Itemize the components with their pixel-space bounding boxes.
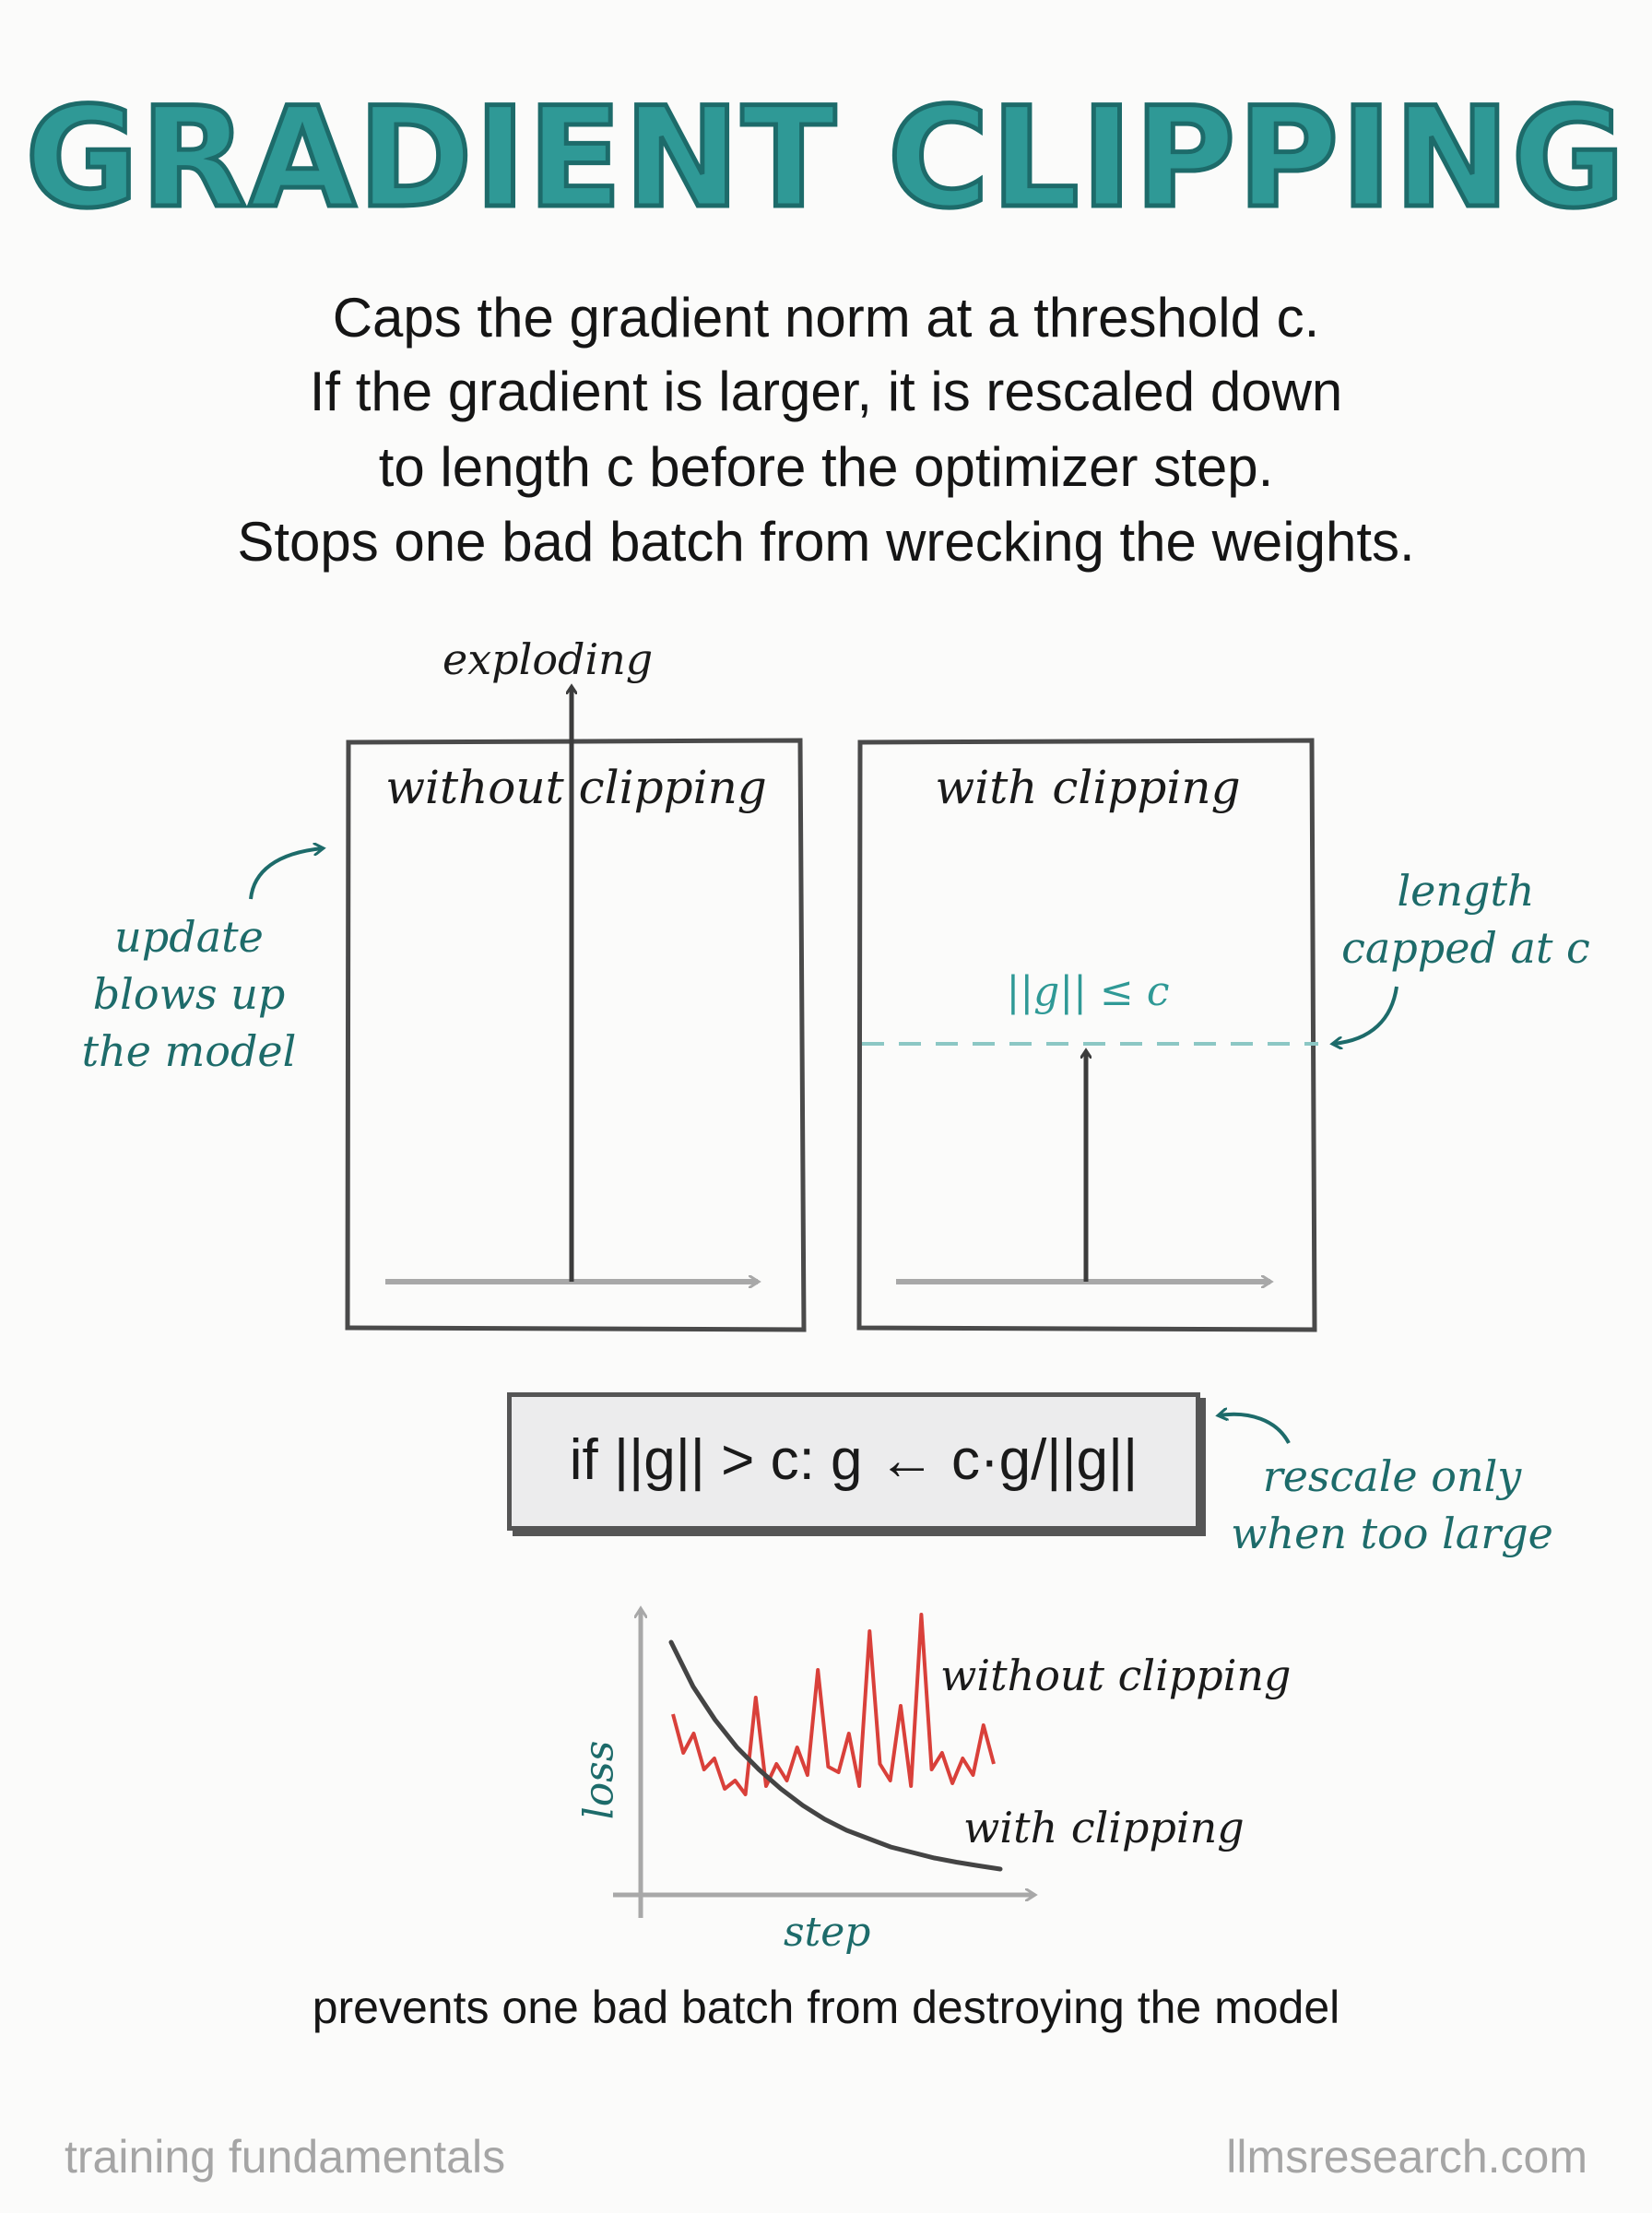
exploding-label: exploding [442, 634, 654, 684]
series-label-with-clipping: with clipping [963, 1803, 1245, 1852]
update-annotation-arrow [251, 848, 323, 899]
update-annotation-line-1: update [114, 912, 264, 962]
update-annotation [55, 908, 323, 1080]
description-line-4: Stops one bad batch from wrecking the weights. [237, 511, 1415, 573]
description-line-3: to length c before the optimizer step. [378, 436, 1274, 498]
panel-left-frame [348, 740, 804, 1330]
description-line-2: If the gradient is larger, it is rescaled down [309, 361, 1343, 422]
chart-x-label: step [784, 1909, 871, 1956]
footer-right: llmsresearch.com [1226, 2131, 1587, 2183]
panel-left-title: without clipping [385, 761, 767, 814]
panel-right-title: with clipping [935, 761, 1241, 814]
length-annotation-line-2: capped at c [1341, 923, 1590, 973]
norm-label: ||g|| ≤ c [1006, 968, 1170, 1015]
length-annotation-line-1: length [1397, 866, 1535, 916]
caption: prevents one bad batch from destroying the model [312, 1982, 1340, 2033]
length-annotation-arrow [1333, 987, 1397, 1044]
panel-with-clipping [859, 740, 1318, 1330]
page-title: GRADIENT CLIPPING [25, 78, 1627, 239]
update-annotation-line-2: blows up [92, 969, 286, 1019]
rescale-annotation-line-1: rescale only [1262, 1451, 1522, 1501]
rescale-annotation-line-2: when too large [1231, 1509, 1553, 1558]
series-without-clipping-line [673, 1615, 994, 1794]
series-label-without-clipping: without clipping [940, 1651, 1292, 1700]
rescale-annotation-arrow [1219, 1414, 1289, 1443]
formula-text: if ||g|| > c: g ← c·g/||g|| [569, 1428, 1139, 1492]
length-annotation [1318, 862, 1613, 976]
update-annotation-line-3: the model [81, 1026, 297, 1076]
description-line-1: Caps the gradient norm at a threshold c. [332, 287, 1320, 349]
chart-y-label: loss [575, 1740, 623, 1820]
rescale-annotation [1226, 1448, 1558, 1562]
footer-left: training fundamentals [65, 2131, 506, 2183]
